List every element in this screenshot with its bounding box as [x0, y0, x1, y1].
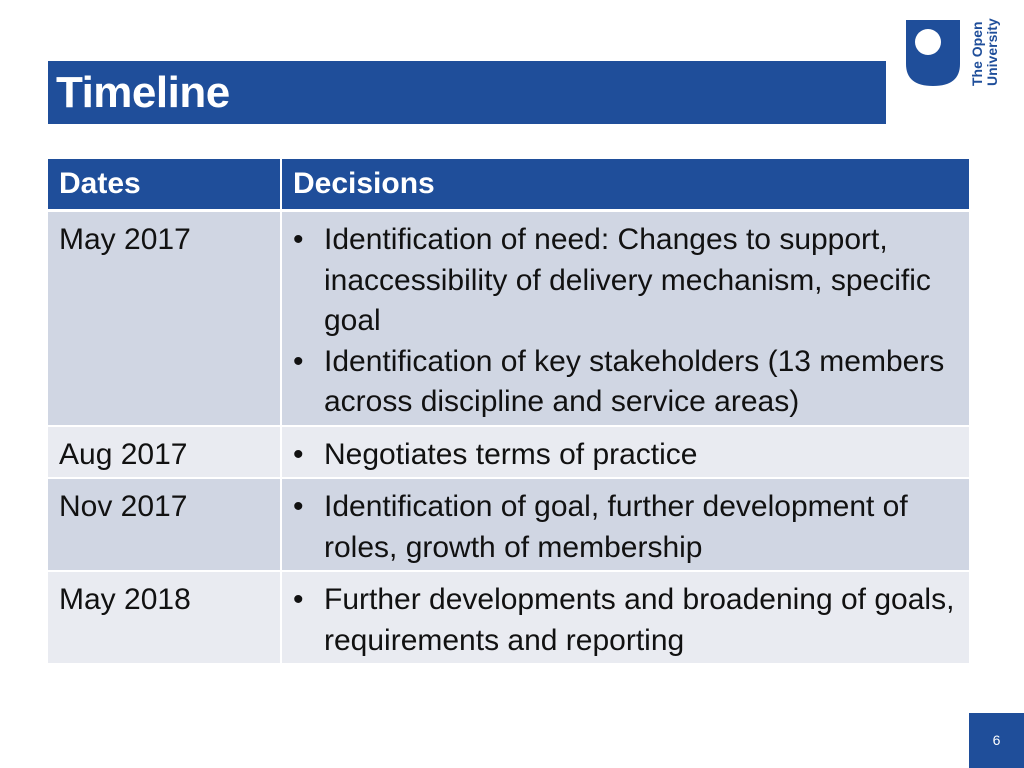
open-university-logo — [906, 20, 1002, 90]
decision-item — [293, 220, 969, 342]
date-cell: Aug 2017 — [48, 426, 281, 479]
bullet-icon: • — [293, 437, 304, 471]
decision-text: Negotiates terms of practice — [324, 437, 698, 471]
decision-item — [293, 487, 969, 568]
bullet-icon: • — [293, 490, 304, 523]
decision-list — [293, 220, 969, 423]
title-bar — [48, 61, 886, 124]
bullet-icon: • — [293, 223, 304, 256]
decisions-cell — [281, 478, 969, 571]
table-row — [48, 478, 969, 571]
date-cell: Nov 2017 — [48, 478, 281, 571]
decision-text: Identification of need: Changes to support, inaccessibility of delivery mechanism, specific goal — [324, 223, 931, 337]
decision-list — [293, 580, 969, 661]
date-cell: May 2017 — [48, 211, 281, 426]
decision-item — [293, 342, 969, 423]
header-decisions: Decisions — [281, 159, 969, 211]
timeline-table — [48, 159, 969, 665]
date-cell: May 2018 — [48, 571, 281, 664]
logo-line-2: University — [984, 18, 1000, 86]
page-number: 6 — [969, 713, 1024, 768]
decisions-cell — [281, 426, 969, 479]
decisions-cell — [281, 211, 969, 426]
slide-title: Timeline — [56, 68, 230, 117]
decisions-cell — [281, 571, 969, 664]
table-row — [48, 211, 969, 426]
decision-text: Identification of key stakeholders (13 members across discipline and service areas) — [324, 344, 945, 418]
decision-text: Identification of goal, further development of roles, growth of membership — [324, 490, 908, 564]
shield-logo-icon — [906, 20, 960, 86]
bullet-icon: • — [293, 344, 304, 378]
decision-item — [293, 580, 969, 661]
logo-line-1: The Open — [969, 21, 985, 86]
decision-list — [293, 487, 969, 568]
header-dates: Dates — [48, 159, 281, 211]
table-header-row — [48, 159, 969, 211]
decision-list — [293, 435, 969, 476]
bullet-icon: • — [293, 583, 304, 616]
logo-wordmark — [970, 20, 1002, 88]
table-row — [48, 571, 969, 664]
decision-text: Further developments and broadening of goals, requirements and reporting — [324, 583, 955, 657]
decision-item — [293, 435, 969, 476]
table-row — [48, 426, 969, 479]
